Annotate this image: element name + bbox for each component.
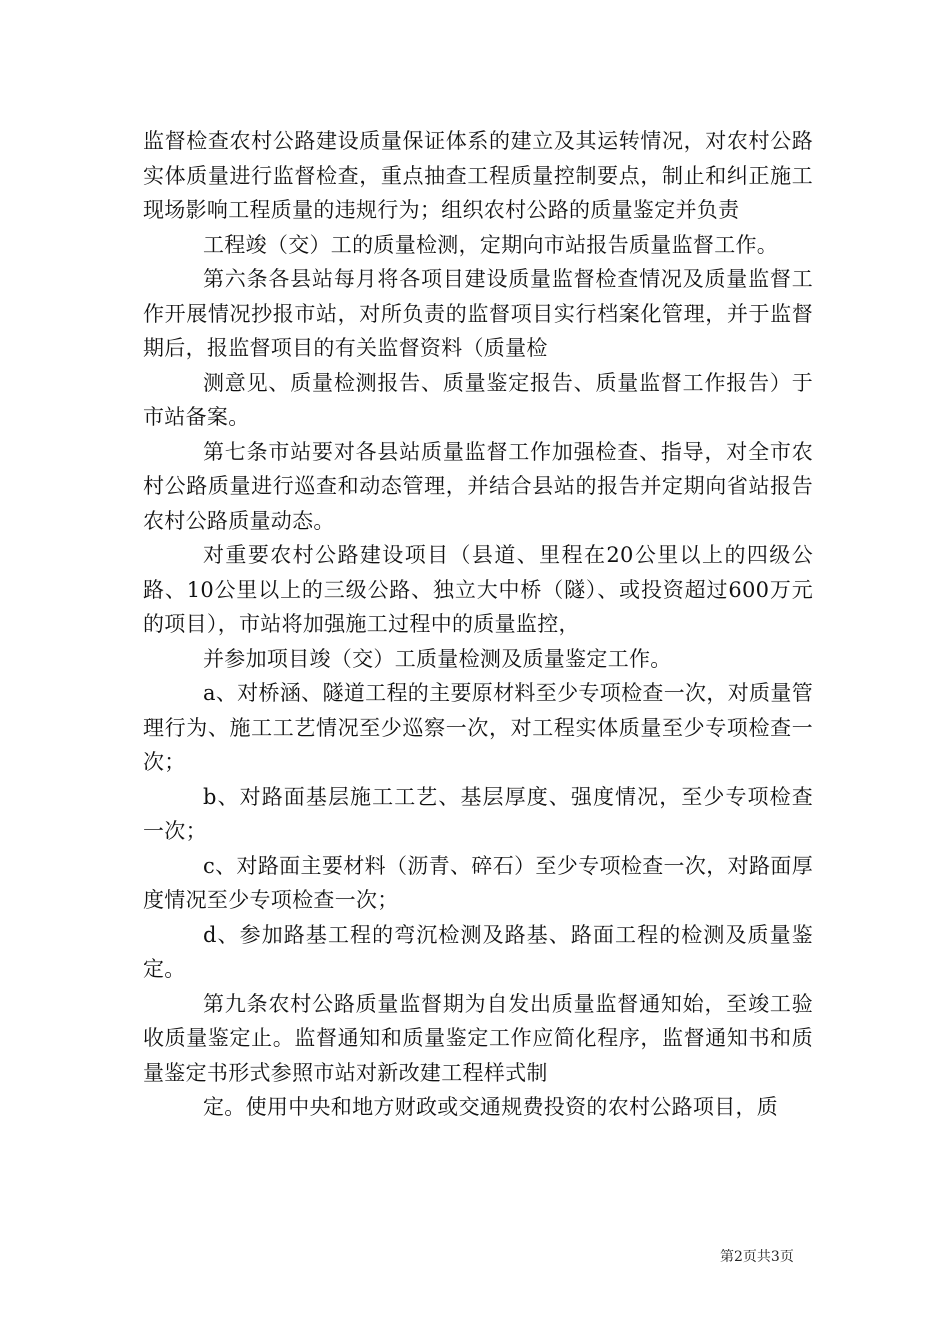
body-paragraph: 第九条农村公路质量监督期为自发出质量监督通知始，至竣工验收质量鉴定止。监督通知和质量鉴定工作应简化程序，监督通知书和质量鉴定书形式参照市站对新改建工程样式制 xyxy=(143,991,813,1085)
body-paragraph: b、对路面基层施工工艺、基层厚度、强度情况，至少专项检查一次； xyxy=(143,784,813,843)
body-paragraph: 工程竣（交）工的质量检测，定期向市站报告质量监督工作。 xyxy=(203,232,779,257)
body-paragraph: c、对路面主要材料（沥青、碎石）至少专项检查一次，对路面厚度情况至少专项检查一次； xyxy=(143,853,813,912)
document-body xyxy=(143,124,813,1125)
body-paragraph: 对重要农村公路建设项目（县道、里程在20公里以上的四级公路、10公里以上的三级公路、独立大中桥（隧）、或投资超过600万元的项目），市站将加强施工过程中的质量监控， xyxy=(143,543,813,636)
page-number-footer: 第2页共3页 xyxy=(720,1249,794,1265)
body-paragraph: 定。使用中央和地方财政或交通规费投资的农村公路项目，质 xyxy=(203,1095,779,1119)
body-paragraph: a、对桥涵、隧道工程的主要原材料至少专项检查一次，对质量管理行为、施工工艺情况至少巡察一次，对工程实体质量至少专项检查一次； xyxy=(143,681,813,774)
body-paragraph: 并参加项目竣（交）工质量检测及质量鉴定工作。 xyxy=(203,646,672,671)
body-paragraph: 第七条市站要对各县站质量监督工作加强检查、指导，对全市农村公路质量进行巡查和动态管理，并结合县站的报告并定期向省站报告农村公路质量动态。 xyxy=(143,439,813,533)
body-paragraph: 测意见、质量检测报告、质量鉴定报告、质量监督工作报告）于市站备案。 xyxy=(143,370,813,429)
body-paragraph: d、参加路基工程的弯沉检测及路基、路面工程的检测及质量鉴定。 xyxy=(143,922,813,981)
body-paragraph: 监督检查农村公路建设质量保证体系的建立及其运转情况，对农村公路实体质量进行监督检查，重点抽查工程质量控制要点，制止和纠正施工现场影响工程质量的违规行为；组织农村公路的质量鉴定并负责 xyxy=(143,129,813,222)
body-paragraph: 第六条各县站每月将各项目建设质量监督检查情况及质量监督工作开展情况抄报市站，对所负责的监督项目实行档案化管理，并于监督期后，报监督项目的有关监督资料（质量检 xyxy=(143,267,813,360)
